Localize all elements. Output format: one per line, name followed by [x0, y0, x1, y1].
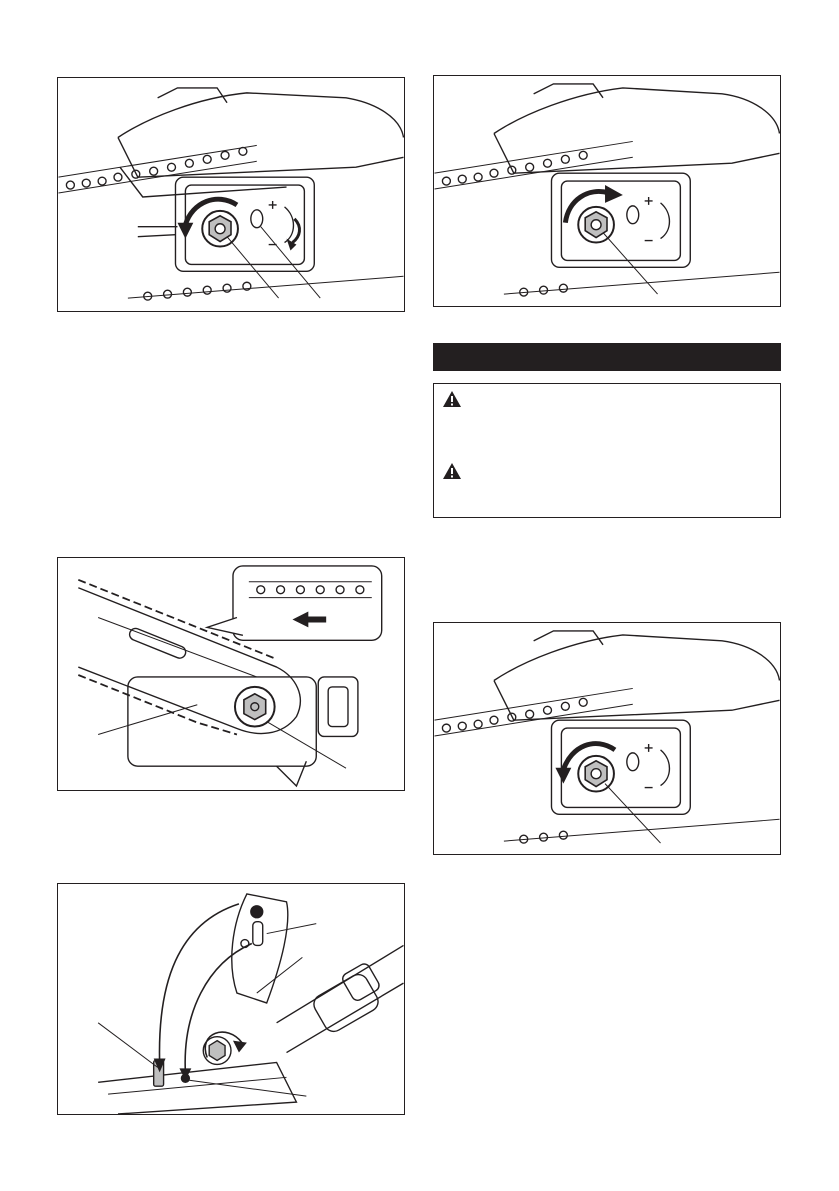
- figure-remove-nut: [433, 622, 781, 855]
- figure-cover-install: [57, 883, 405, 1115]
- warning-box: [433, 383, 781, 518]
- chain-detail: [249, 582, 372, 598]
- chain-direction-illustration: [58, 558, 404, 790]
- figure-loosen-nut: [57, 77, 405, 312]
- figure-chain-direction: [57, 557, 405, 791]
- warning-triangle-icon: [442, 462, 462, 480]
- cover-install-illustration: [58, 884, 404, 1114]
- figure-tighten-nut: [433, 75, 781, 307]
- warning-triangle-icon: [442, 390, 462, 408]
- remove-nut-illustration: [434, 623, 780, 854]
- chain-top: [66, 147, 246, 189]
- tighten-nut-illustration: [434, 76, 780, 306]
- loosen-nut-illustration: [58, 78, 404, 311]
- section-heading-bar: [433, 343, 781, 371]
